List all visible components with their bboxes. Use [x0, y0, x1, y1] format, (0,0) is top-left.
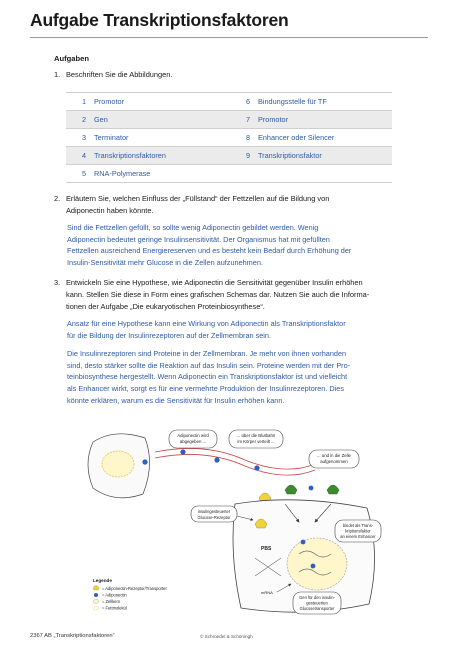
answer-line: Fettzellen ausreichend Energiereserven und es besteht kein Bedarf durch Erhöhung der [67, 246, 352, 256]
adiponectin-icon [301, 540, 306, 545]
legend-adiponectin-icon [94, 593, 98, 597]
bubble-4-line: Glucose-Rezeptor [197, 515, 231, 520]
answer-line: Adiponectin bedeutet geringe Insulinsensitivität. Der Organismus hat mit gefüllten [67, 234, 330, 244]
legend-item: = Adiponectin-Rezeptor/Transporter [102, 586, 167, 591]
bubble-5-line: an einem Enhancer [340, 534, 376, 539]
label-number: 4 [66, 147, 90, 165]
task-1-number: 1. [54, 70, 61, 79]
label-number: 8 [230, 129, 254, 147]
bubble-6-line: Gen für den insulin- [299, 595, 335, 600]
label-number: 3 [66, 129, 90, 147]
task-3 [54, 277, 404, 315]
bubble-3-line: aufgenommen [320, 459, 348, 464]
title-divider [30, 37, 428, 38]
legend-fat-icon [93, 606, 99, 610]
task-3-text [66, 277, 369, 312]
legend-nucleus-icon [93, 600, 99, 604]
label-number: 2 [66, 111, 90, 129]
task-3-line: tionen der Aufgabe „Die eukaryotischen Proteinbiosynthese“. [66, 301, 265, 311]
pbs-label: PBS [261, 546, 272, 552]
bubble-5-line: bindet als Trans- [342, 523, 374, 528]
answer-line: Ansatz für eine Hypothese kann eine Wirkung von Adiponectin als Transkriptionsfaktor [67, 319, 346, 328]
label-number: 5 [66, 165, 90, 183]
label-text: Promotor [90, 93, 230, 111]
answer-line: Insulin-Sensitivität mehr Glucose in die Zellen aufzunehmen. [67, 258, 263, 268]
section-heading: Aufgaben [54, 54, 90, 63]
task-3-line: kann. Stellen Sie diese in Form eines grafischen Schemas dar. Nutzen Sie auch die Informa- [66, 289, 370, 299]
label-text: Enhancer oder Silencer [254, 129, 392, 147]
legend-item: = Zellkern [102, 599, 121, 604]
task-3-line: Entwickeln Sie eine Hypothese, wie Adiponectin die Sensitivität gegenüber Insulin erhöhen [66, 278, 363, 287]
label-text: Terminator [90, 129, 230, 147]
bubble-1-line: Adiponectin wird [177, 433, 209, 438]
label-table [66, 92, 392, 183]
task-2-text [66, 193, 329, 217]
svg-text:Adiponectin wird [177, 433, 209, 438]
table-row [66, 165, 392, 183]
bubble-6-line: Glucosetransporter [299, 606, 335, 611]
answer-line: teinbiosynthese hergestellt. Wenn Adiponectin ein Transkriptionsfaktor ist und vielleicht [67, 372, 348, 382]
adiponectin-icon [142, 459, 147, 464]
answer-line: Die Insulinrezeptoren sind Proteine in der Zellmembran. Je mehr von ihnen vorhanden [67, 349, 347, 358]
task-2-answer [67, 222, 397, 269]
legend-receptor-icon [93, 586, 99, 591]
svg-text:insulingesteuerter [198, 509, 231, 514]
bubble-2-line: ... über die Blutbahn [236, 433, 276, 438]
adiponectin-icon [311, 564, 316, 569]
task-1 [54, 69, 394, 81]
svg-text:gesteuerten [306, 601, 328, 606]
adiponectin-receptor-icon [327, 485, 339, 494]
bubble-2-line: im Körper verteilt ... [237, 439, 275, 444]
task-2-number: 2. [54, 194, 61, 203]
task-2 [54, 193, 399, 219]
svg-text:... über die Blutbahn [237, 433, 276, 438]
bubble-4-line: insulingesteuerter [197, 509, 231, 514]
fat-molecule-icon [102, 451, 134, 477]
legend-title: Legende [93, 578, 112, 583]
answer-line: könnte erklären, warum es die Sensitivität für Insulin erhöhen kann. [67, 395, 285, 405]
hypothesis-diagram [85, 424, 385, 620]
svg-text:... und in die Zelle [317, 453, 352, 458]
answer-line: für die Bildung der Insulinrezeptoren auf der Zellmembran sein. [67, 330, 272, 340]
footer-document-id: 2367 AB „Transkriptionsfaktoren“ [30, 633, 115, 639]
svg-text:aufgenommen [320, 459, 348, 464]
label-number: 1 [66, 93, 90, 111]
task-2-line: Adiponectin haben könnte. [66, 205, 154, 215]
svg-text:Glucosetransporter [300, 606, 335, 611]
table-row [66, 93, 392, 111]
task-1-text: Beschriften Sie die Abbildungen. [66, 70, 173, 79]
bubble-5-line: kriptionsfaktor [345, 528, 371, 534]
svg-text:im Körper verteilt ... [237, 439, 274, 444]
table-row [66, 129, 392, 147]
page-title: Aufgabe Transkriptionsfaktoren [30, 10, 289, 30]
mrna-label: mRNA [261, 590, 273, 595]
label-number: 9 [230, 147, 254, 165]
label-text: Bindungsstelle für TF [254, 93, 392, 111]
task-3-answer-2 [67, 348, 397, 407]
svg-text:Gen für den insulin- [299, 595, 335, 600]
task-3-number: 3. [54, 278, 61, 287]
svg-text:an einem Enhancer [340, 534, 376, 539]
label-text: RNA-Polymerase [90, 165, 230, 183]
svg-text:Glucose-Rezeptor [198, 515, 232, 520]
answer-line: sind, desto stärker sollte die Reaktion auf das Insulin sein. Proteine werden mit der Pro- [67, 360, 351, 370]
label-number [230, 165, 254, 183]
label-number: 7 [230, 111, 254, 129]
adiponectin-icon [309, 486, 314, 491]
svg-text:bindet als Trans- [343, 523, 374, 528]
bubble-3-line: ... und in die Zelle [317, 453, 351, 458]
label-text: Promotor [254, 111, 392, 129]
nucleus [287, 538, 347, 590]
adiponectin-icon [180, 449, 185, 454]
label-number: 6 [230, 93, 254, 111]
answer-line: als Enhancer wirkt, sorgt es für eine vermehrte Produktion der Insulinrezeptoren. Dies [67, 384, 345, 394]
svg-text:abgegeben ... [180, 439, 206, 444]
adiponectin-icon [254, 465, 259, 470]
bubble-1-line: abgegeben ... [179, 439, 207, 444]
task-2-line: Erläutern Sie, welchen Einfluss der „Füllstand“ der Fettzellen auf die Bildung von [66, 194, 330, 203]
table-row [66, 147, 392, 165]
answer-line: Sind die Fettzellen gefüllt, so sollte wenig Adiponectin gebildet werden. Wenig [67, 223, 319, 232]
adiponectin-icon [214, 457, 219, 462]
footer-copyright: © Schroedel & Schöningh [200, 634, 253, 639]
adiponectin-receptor-icon [285, 485, 297, 494]
blood-vessel [155, 448, 315, 469]
task-3-answer-1 [67, 318, 397, 341]
legend-item: = Adiponectin [102, 592, 127, 598]
svg-text:kriptionsfaktor [345, 529, 371, 534]
bubble-6-line: gesteuerten [306, 600, 328, 606]
legend-item: = Fettmolekül [102, 605, 127, 611]
label-text [254, 165, 392, 183]
label-text: Transkriptionsfaktor [254, 147, 392, 165]
label-text: Transkriptionsfaktoren [90, 147, 230, 165]
label-text: Gen [90, 111, 230, 129]
table-row [66, 111, 392, 129]
